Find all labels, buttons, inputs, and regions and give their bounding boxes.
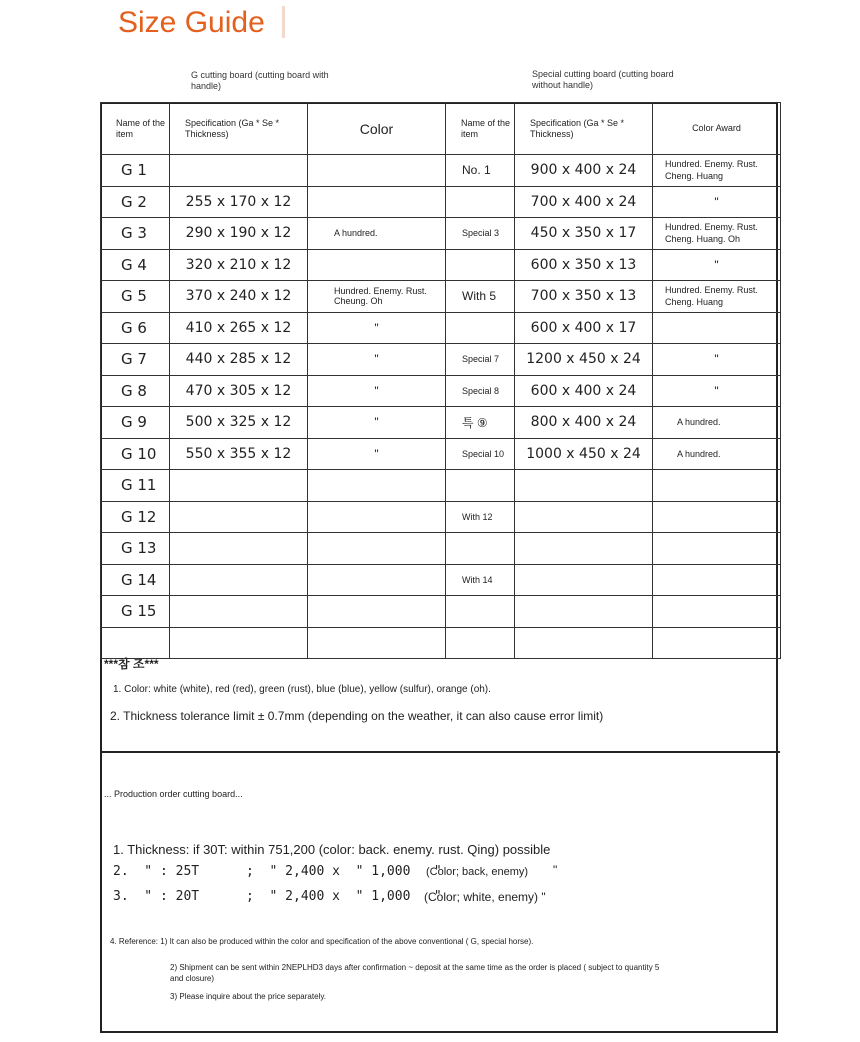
production-note-3: 3) Please inquire about the price separately.	[170, 992, 326, 1001]
header-color-right: Color Award	[653, 103, 781, 155]
item-spec	[170, 596, 308, 628]
item-spec: 320 x 210 x 12	[170, 249, 308, 281]
item-name: G 6	[101, 312, 170, 344]
table-row	[101, 312, 781, 344]
special-spec: 700 x 400 x 24	[515, 186, 653, 218]
production-line-2-color: (Color; back, enemy)	[426, 866, 529, 878]
table-row	[101, 155, 781, 187]
table-row	[101, 627, 781, 659]
special-color: "	[653, 375, 781, 407]
header-name-left: Name of the item	[101, 103, 170, 155]
special-spec: 600 x 350 x 13	[515, 249, 653, 281]
item-spec: 255 x 170 x 12	[170, 186, 308, 218]
special-color: Hundred. Enemy. Rust. Cheng. Huang	[653, 281, 781, 313]
item-name: G 9	[101, 407, 170, 439]
table-row	[101, 186, 781, 218]
special-spec: 900 x 400 x 24	[515, 155, 653, 187]
section-divider	[100, 751, 780, 753]
table-row	[101, 501, 781, 533]
right-group-caption: Special cutting board (cutting board without handle)	[532, 69, 674, 90]
left-group-caption: G cutting board (cutting board with handle)	[191, 70, 329, 91]
special-name: With 5	[446, 281, 515, 313]
item-color	[308, 627, 446, 659]
item-color: Hundred. Enemy. Rust. Cheung. Oh	[308, 281, 446, 313]
special-spec: 450 x 350 x 17	[515, 218, 653, 250]
item-spec: 500 x 325 x 12	[170, 407, 308, 439]
special-name: 특 ⑨	[446, 407, 515, 439]
item-color	[308, 155, 446, 187]
special-name	[446, 627, 515, 659]
item-name: G 4	[101, 249, 170, 281]
production-line-3-color: (Color; white, enemy) "	[424, 890, 546, 904]
item-color	[308, 501, 446, 533]
special-name: With 12	[446, 501, 515, 533]
special-spec	[515, 596, 653, 628]
table-row	[101, 596, 781, 628]
table-row	[101, 564, 781, 596]
special-name	[446, 249, 515, 281]
special-color	[653, 312, 781, 344]
special-name	[446, 312, 515, 344]
table-row	[101, 407, 781, 439]
special-spec: 600 x 400 x 17	[515, 312, 653, 344]
item-spec	[170, 627, 308, 659]
reference-line-1: 1. Color: white (white), red (red), green (rust), blue (blue), yellow (sulfur), orange (oh).	[113, 684, 491, 695]
table-row	[101, 218, 781, 250]
special-color: "	[653, 249, 781, 281]
item-name: G 1	[101, 155, 170, 187]
item-spec: 290 x 190 x 12	[170, 218, 308, 250]
item-color	[308, 470, 446, 502]
special-color	[653, 533, 781, 565]
special-spec: 1000 x 450 x 24	[515, 438, 653, 470]
special-spec: 800 x 400 x 24	[515, 407, 653, 439]
item-name: G 2	[101, 186, 170, 218]
special-color	[653, 627, 781, 659]
special-color: A hundred.	[653, 438, 781, 470]
special-color	[653, 564, 781, 596]
item-spec	[170, 501, 308, 533]
special-spec: 600 x 400 x 24	[515, 375, 653, 407]
table-row	[101, 375, 781, 407]
item-spec: 470 x 305 x 12	[170, 375, 308, 407]
table-row	[101, 533, 781, 565]
production-note-1: 4. Reference: 1) It can also be produced within the color and specification of the above conventional ( G, special horse).	[110, 937, 534, 946]
special-name: Special 7	[446, 344, 515, 376]
table-row	[101, 249, 781, 281]
item-color	[308, 249, 446, 281]
item-color	[308, 564, 446, 596]
special-name: No. 1	[446, 155, 515, 187]
table-row	[101, 344, 781, 376]
item-spec: 550 x 355 x 12	[170, 438, 308, 470]
item-spec	[170, 470, 308, 502]
item-color	[308, 596, 446, 628]
production-line-1: 1. Thickness: if 30T: within 751,200 (color: back. enemy. rust. Qing) possible	[113, 842, 551, 857]
special-name: Special 10	[446, 438, 515, 470]
item-spec	[170, 533, 308, 565]
item-spec	[170, 564, 308, 596]
special-color	[653, 501, 781, 533]
item-spec	[170, 155, 308, 187]
special-name	[446, 533, 515, 565]
item-color	[308, 186, 446, 218]
special-spec	[515, 564, 653, 596]
production-heading: ... Production order cutting board...	[104, 789, 243, 799]
item-color: "	[308, 312, 446, 344]
special-color	[653, 596, 781, 628]
table-header-row	[101, 103, 781, 155]
item-spec: 440 x 285 x 12	[170, 344, 308, 376]
production-line-3: 3. " : 20T ; " 2,400 x " 1,000 "	[113, 889, 442, 904]
special-spec	[515, 533, 653, 565]
item-name	[101, 627, 170, 659]
table-row	[101, 438, 781, 470]
special-color	[653, 470, 781, 502]
production-line-2-mark: "	[553, 863, 558, 877]
table-row	[101, 281, 781, 313]
item-name: G 5	[101, 281, 170, 313]
item-color: A hundred.	[308, 218, 446, 250]
special-spec: 1200 x 450 x 24	[515, 344, 653, 376]
item-name: G 15	[101, 596, 170, 628]
special-color: Hundred. Enemy. Rust. Cheng. Huang	[653, 155, 781, 187]
item-name: G 12	[101, 501, 170, 533]
reference-heading: ***참 조***	[104, 657, 159, 671]
size-table	[100, 102, 781, 659]
special-color: "	[653, 186, 781, 218]
special-name: Special 3	[446, 218, 515, 250]
production-line-2: 2. " : 25T ; " 2,400 x " 1,000 "	[113, 864, 442, 879]
special-color: "	[653, 344, 781, 376]
item-spec: 410 x 265 x 12	[170, 312, 308, 344]
title-accent-bar	[282, 6, 285, 38]
item-name: G 8	[101, 375, 170, 407]
header-spec-right: Specification (Ga * Se * Thickness)	[515, 103, 653, 155]
reference-line-2: 2. Thickness tolerance limit ± 0.7mm (depending on the weather, it can also cause error limit)	[110, 709, 604, 723]
item-color: "	[308, 375, 446, 407]
special-name	[446, 596, 515, 628]
item-name: G 13	[101, 533, 170, 565]
item-name: G 14	[101, 564, 170, 596]
item-spec: 370 x 240 x 12	[170, 281, 308, 313]
special-spec	[515, 627, 653, 659]
special-spec	[515, 470, 653, 502]
item-color: "	[308, 407, 446, 439]
header-color-left: Color	[308, 103, 446, 155]
special-name	[446, 186, 515, 218]
header-spec-left: Specification (Ga * Se * Thickness)	[170, 103, 308, 155]
special-name	[446, 470, 515, 502]
special-name: With 14	[446, 564, 515, 596]
special-spec	[515, 501, 653, 533]
production-note-2: 2) Shipment can be sent within 2NEPLHD3 days after confirmation ~ deposit at the same time as the order is placed ( subject to quantity 5 and closure)	[170, 963, 660, 983]
special-color: A hundred.	[653, 407, 781, 439]
item-name: G 7	[101, 344, 170, 376]
table-row	[101, 470, 781, 502]
page-title: Size Guide	[118, 6, 265, 39]
header-name-right: Name of the item	[446, 103, 515, 155]
item-color: "	[308, 344, 446, 376]
special-color: Hundred. Enemy. Rust. Cheng. Huang. Oh	[653, 218, 781, 250]
item-color	[308, 533, 446, 565]
special-name: Special 8	[446, 375, 515, 407]
special-spec: 700 x 350 x 13	[515, 281, 653, 313]
item-color: "	[308, 438, 446, 470]
item-name: G 10	[101, 438, 170, 470]
item-name: G 3	[101, 218, 170, 250]
item-name: G 11	[101, 470, 170, 502]
